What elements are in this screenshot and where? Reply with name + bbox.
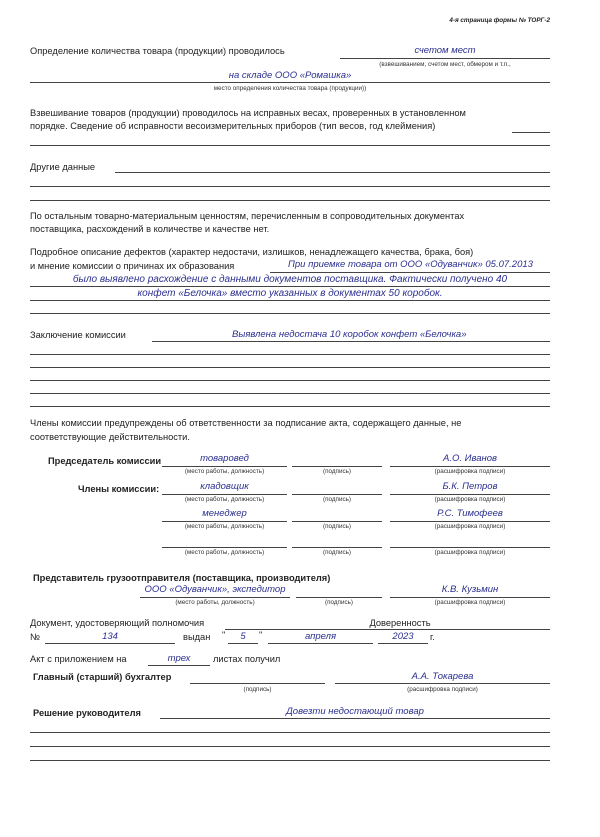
- accountant-name: А.А. Токарева: [411, 671, 474, 682]
- member1-position-hint: (место работы, должность): [184, 496, 265, 503]
- defects-line1: Подробное описание дефектов (характер недостачи, излишков, ненадлежащего качества, брака, боя): [30, 247, 474, 257]
- member2-position-hint: (место работы, должность): [184, 523, 265, 530]
- member3-signature-line: [292, 547, 382, 548]
- other-goods-line1: По остальным товарно-материальным ценностям, перечисленным в сопроводительных документах: [30, 211, 465, 221]
- poa-year-line: [378, 643, 428, 644]
- member3-position-line: [162, 547, 287, 548]
- member1-name-line: [390, 494, 550, 495]
- decision-value: Довезти недостающий товар: [286, 706, 424, 717]
- attachment-label: Акт с приложением на: [30, 654, 127, 664]
- accountant-signature-hint: (подпись): [243, 686, 272, 693]
- page-label: 4-я страница формы № ТОРГ-2: [449, 17, 550, 24]
- quantity-method-hint: (взвешиванием, счетом мест, обмером и т.п.,: [379, 61, 511, 68]
- weighing-tail-line: [512, 132, 550, 133]
- poa-number-label: №: [30, 632, 40, 642]
- poa-number: 134: [102, 631, 118, 642]
- defects-line-b: [30, 286, 550, 287]
- member3-position-hint: (место работы, должность): [184, 549, 265, 556]
- accountant-name-line: [335, 683, 550, 684]
- shipper-name: К.В. Кузьмин: [441, 584, 499, 595]
- poa-month: апреля: [304, 631, 337, 642]
- member3-signature-hint: (подпись): [323, 549, 351, 556]
- decision-line: [160, 718, 550, 719]
- defects-line-d: [30, 313, 550, 314]
- weighing-line1: Взвешивание товаров (продукции) проводилось на исправных весах, проверенных в установленном: [30, 108, 466, 118]
- defects-value3: конфет «Белочка» вместо указанных в документах 50 коробок.: [137, 288, 443, 299]
- member1-name: Б.К. Петров: [442, 481, 498, 492]
- quantity-label: Определение количества товара (продукции) проводилось: [30, 46, 285, 56]
- other-data-blank-line-1: [30, 186, 550, 187]
- chair-position: товаровед: [200, 453, 249, 464]
- chair-position-hint: (место работы, должность): [184, 468, 265, 475]
- conclusion-line: [152, 341, 550, 342]
- poa-quote-open: ": [222, 630, 226, 640]
- quantity-method-line: [340, 58, 550, 59]
- quantity-place-hint: место определения количества товара (продукции)): [213, 85, 367, 92]
- other-goods-line2: поставщика, расхождений в количестве и качестве нет.: [30, 224, 270, 234]
- conclusion-blank-line-1: [30, 354, 550, 355]
- poa-year: 2023: [392, 631, 414, 642]
- accountant-name-hint: (расшифровка подписи): [407, 686, 478, 693]
- attachment-line: [148, 665, 210, 666]
- poa-issued-label: выдан: [183, 632, 211, 642]
- chair-signature-hint: (подпись): [323, 468, 351, 475]
- defects-line-c: [30, 300, 550, 301]
- poa-day: 5: [240, 631, 246, 642]
- other-data-label: Другие данные: [30, 162, 96, 172]
- weighing-line2: порядке. Сведение об исправности весоизмерительных приборов (тип весов, год клеймения): [30, 121, 436, 131]
- other-data-line: [115, 172, 550, 173]
- warning-line2: соответствующие действительности.: [30, 432, 190, 442]
- conclusion-blank-line-2: [30, 367, 550, 368]
- member2-signature-hint: (подпись): [323, 523, 351, 530]
- chair-name-line: [390, 466, 550, 467]
- decision-blank-line-2: [30, 746, 550, 747]
- defects-line2: и мнение комиссии о причинах их образования: [30, 261, 235, 271]
- poa-doc-type-line: [225, 629, 550, 630]
- member2-position-line: [162, 521, 287, 522]
- shipper-signature-line: [296, 597, 382, 598]
- member1-position: кладовщик: [200, 481, 249, 492]
- members-label: Члены комиссии:: [78, 484, 160, 494]
- member2-signature-line: [292, 521, 382, 522]
- poa-month-line: [268, 643, 373, 644]
- member3-name-line: [390, 547, 550, 548]
- poa-label: Документ, удостоверяющий полномочия: [30, 618, 205, 628]
- defects-value2: было выявлено расхождение с данными документов поставщика. Фактически получено 40: [72, 274, 508, 285]
- poa-number-line: [45, 643, 175, 644]
- conclusion-blank-line-3: [30, 380, 550, 381]
- conclusion-label: Заключение комиссии: [30, 330, 126, 340]
- accountant-signature-line: [190, 683, 325, 684]
- chair-name: А.О. Иванов: [443, 453, 497, 464]
- quantity-place-value: на складе ООО «Ромашка»: [228, 70, 352, 81]
- member1-name-hint: (расшифровка подписи): [434, 496, 506, 503]
- poa-quote-close: ": [259, 630, 263, 640]
- defects-value1: При приемке товара от ООО «Одуванчик» 05.07.2013: [288, 259, 533, 270]
- shipper-position-line: [140, 597, 290, 598]
- weighing-blank-line-1: [30, 145, 550, 146]
- chair-position-line: [162, 466, 287, 467]
- shipper-position-hint: (место работы, должность): [175, 599, 255, 606]
- member1-signature-line: [292, 494, 382, 495]
- member1-signature-hint: (подпись): [323, 496, 351, 503]
- member2-name-hint: (расшифровка подписи): [434, 523, 506, 530]
- conclusion-blank-line-5: [30, 406, 550, 407]
- chair-name-hint: (расшифровка подписи): [434, 468, 506, 475]
- member2-name: Р.С. Тимофеев: [437, 508, 503, 519]
- accountant-label: Главный (старший) бухгалтер: [33, 672, 172, 682]
- conclusion-blank-line-4: [30, 393, 550, 394]
- decision-label: Решение руководителя: [33, 708, 141, 718]
- decision-blank-line-3: [30, 760, 550, 761]
- decision-blank-line-1: [30, 732, 550, 733]
- poa-day-line: [228, 643, 258, 644]
- quantity-method-value: счетом мест: [414, 45, 476, 56]
- member2-name-line: [390, 521, 550, 522]
- shipper-label: Представитель грузоотправителя (поставщика, производителя): [33, 573, 331, 583]
- warning-line1: Члены комиссии предупреждены об ответственности за подписание акта, содержащего данные, не: [30, 418, 462, 428]
- member3-name-hint: (расшифровка подписи): [434, 549, 506, 556]
- attachment-suffix: листах получил: [213, 654, 281, 664]
- shipper-name-hint: (расшифровка подписи): [434, 599, 506, 606]
- poa-doc-type: Доверенность: [369, 618, 431, 628]
- shipper-position: ООО «Одуванчик», экспедитор: [144, 584, 286, 595]
- poa-year-suffix: г.: [430, 632, 435, 642]
- defects-line-a: [270, 272, 550, 273]
- chair-label: Председатель комиссии: [48, 456, 162, 466]
- shipper-name-line: [390, 597, 550, 598]
- member1-position-line: [162, 494, 287, 495]
- quantity-place-line: [30, 82, 550, 83]
- attachment-value: трех: [167, 653, 191, 664]
- other-data-blank-line-2: [30, 200, 550, 201]
- chair-signature-line: [292, 466, 382, 467]
- member2-position: менеджер: [202, 508, 247, 519]
- shipper-signature-hint: (подпись): [325, 599, 353, 606]
- conclusion-value: Выявлена недостача 10 коробок конфет «Белочка»: [232, 329, 467, 340]
